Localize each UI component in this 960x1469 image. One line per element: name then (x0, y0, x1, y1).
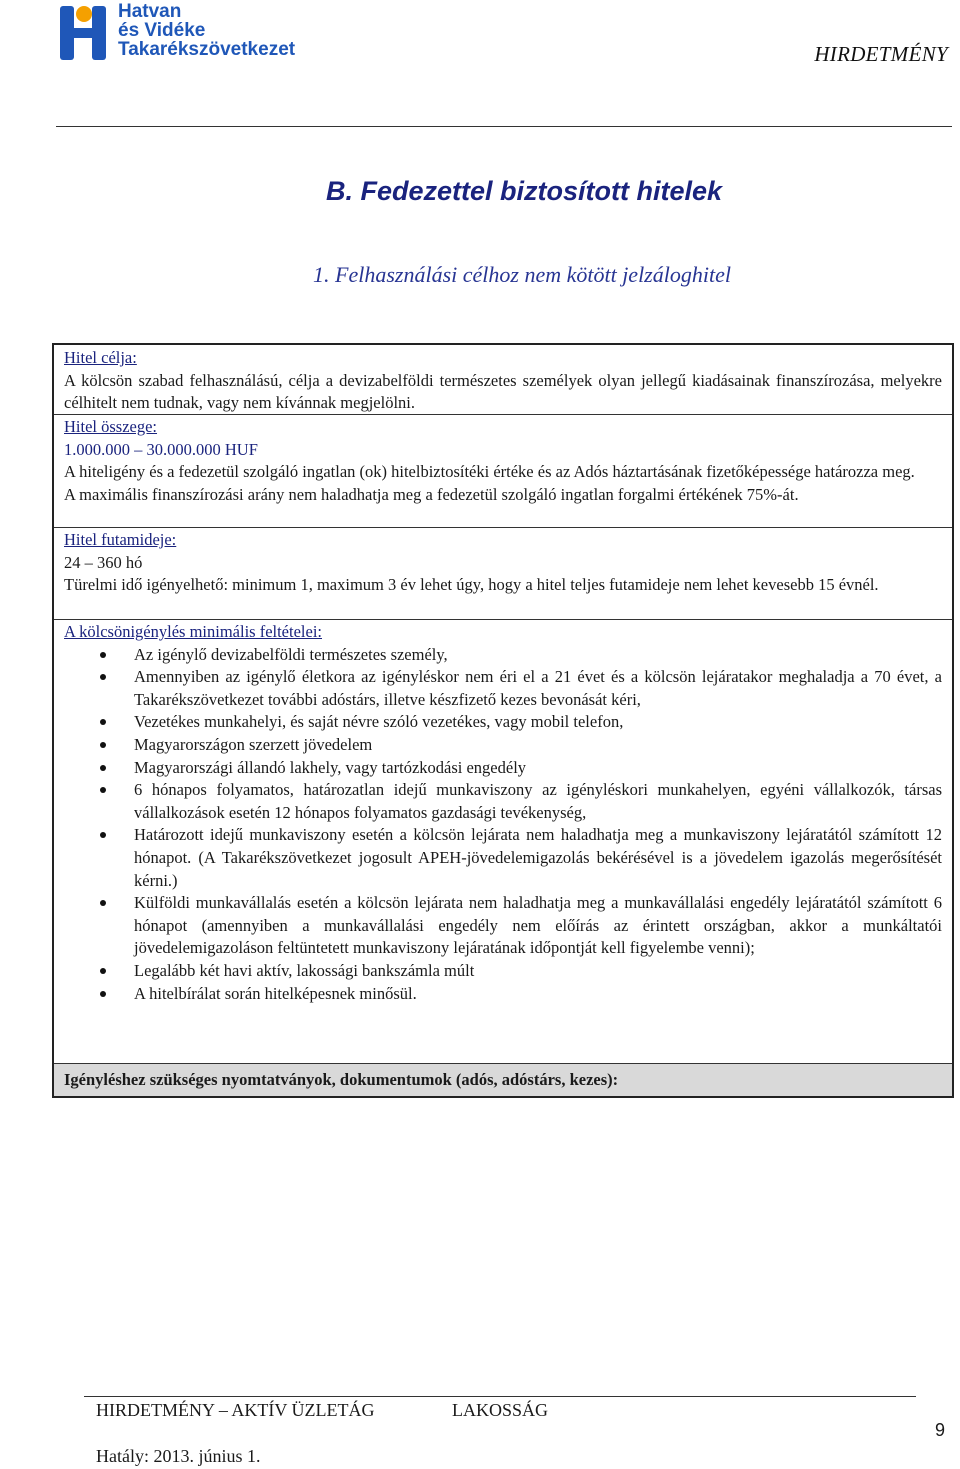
list-item: Külföldi munkavállalás esetén a kölcsön lejárata nem haladhatja meg a munkavállalási engedély lejáratától számított 6 hónapot (amennyiben a munkavállalási engedély nem előírás az érintett országban, akkor a munkáltatói jövedelemigazoláson feltüntetett munkaviszony lejáratának időpontját kell figyelembe venni); (64, 892, 942, 960)
list-item: Határozott idejű munkaviszony esetén a kölcsön lejárata nem haladhatja meg a munkaviszony lejáratától számított 12 hónapot. (A Takarékszövetkezet jogosult APEH-jövedelemigazolás bekérésével is a jövedelem igazolás megerősítését kérni.) (64, 824, 942, 892)
list-item: Magyarországon szerzett jövedelem (64, 734, 942, 757)
header-label: HIRDETMÉNY (814, 42, 948, 66)
loan-details-box (52, 343, 954, 1098)
bullet-icon (100, 674, 106, 680)
futamido-heading: Hitel futamideje: (64, 530, 177, 549)
logo-mark-icon (58, 2, 116, 62)
list-item: 6 hónapos folyamatos, határozatlan idejű munkaviszony az igényléskori munkahelyen, egyéni vállalkozók, társas vállalkozások esetén 12 hónapos folyamatos gazdasági tevékenység, (64, 779, 942, 824)
futamido-text: Türelmi idő igényelhető: minimum 1, maximum 3 év lehet úgy, hogy a hitel teljes futamideje nem lehet kevesebb 15 évnél. (64, 575, 879, 595)
page-title: B. Fedezettel biztosított hitelek (325, 176, 723, 206)
section-feltetelek (54, 620, 952, 1064)
bullet-icon (100, 652, 106, 658)
logo-line-1: Hatvan (118, 1, 182, 22)
bullet-icon (100, 900, 106, 906)
header-divider (56, 126, 952, 127)
osszeg-heading: Hitel összege: (64, 417, 158, 436)
list-item: Legalább két havi aktív, lakossági bankszámla múlt (64, 960, 942, 983)
osszeg-text-2: A maximális finanszírozási arány nem haladhatja meg a fedezetül szolgáló ingatlan forgalmi értékének 75%-át. (64, 484, 799, 504)
page-subtitle: 1. Felhasználási célhoz nem kötött jelzáloghitel (313, 262, 731, 287)
nyomtatvanyok-heading: Igényléshez szükséges nyomtatványok, dokumentumok (adós, adóstárs, kezes): (64, 1070, 619, 1089)
section-osszeg (54, 415, 952, 528)
feltetelek-list (64, 644, 942, 1006)
section-nyomtatvanyok (54, 1064, 952, 1096)
page-number: 9 (935, 1420, 946, 1440)
cel-text: A kölcsön szabad felhasználású, célja a devizabelföldi természetes személyek olyan jellegű kiadásainak finanszírozása, melyekre célhitelt nem tudnak, vagy nem kívánnak megjelölni. (64, 370, 942, 413)
logo-line-3: Takarékszövetkezet (118, 39, 296, 60)
bullet-icon (100, 968, 106, 974)
footer-middle: LAKOSSÁG (452, 1400, 549, 1420)
section-cel (54, 345, 952, 415)
bullet-icon (100, 991, 106, 997)
bullet-icon (100, 765, 106, 771)
osszeg-text-1: A hiteligény és a fedezetül szolgáló ingatlan (ok) hitelbiztosítéki értéke és az Adós háztartásának fizetőképessége határozza meg. (64, 462, 915, 482)
feltetelek-heading: A kölcsönigénylés minimális feltételei: (64, 622, 322, 641)
osszeg-range: 1.000.000 – 30.000.000 HUF (64, 439, 258, 459)
company-logo (58, 2, 328, 64)
logo-line-2: és Vidéke (118, 20, 206, 41)
futamido-range: 24 – 360 hó (64, 552, 143, 572)
cel-heading: Hitel célja: (64, 348, 137, 367)
bullet-icon (100, 787, 106, 793)
footer-effective-date: Hatály: 2013. június 1. (96, 1446, 261, 1466)
list-item: Vezetékes munkahelyi, és saját névre szóló vezetékes, vagy mobil telefon, (64, 711, 942, 734)
list-item: Magyarországi állandó lakhely, vagy tartózkodási engedély (64, 757, 942, 780)
bullet-icon (100, 742, 106, 748)
footer-divider (84, 1396, 916, 1397)
bullet-icon (100, 832, 106, 838)
list-item: A hitelbírálat során hitelképesnek minősül. (64, 983, 942, 1006)
footer-left: HIRDETMÉNY – AKTÍV ÜZLETÁG (96, 1400, 375, 1420)
bullet-icon (100, 719, 106, 725)
list-item: Amennyiben az igénylő életkora az igényléskor nem éri el a 21 évet és a kölcsön lejáratakor meghaladja a 70 évet, a Takarékszövetkezet további adóstárs, illetve készfizető kezes bevonását kéri, (64, 666, 942, 711)
list-item: Az igénylő devizabelföldi természetes személy, (64, 644, 942, 667)
section-futamido (54, 528, 952, 620)
